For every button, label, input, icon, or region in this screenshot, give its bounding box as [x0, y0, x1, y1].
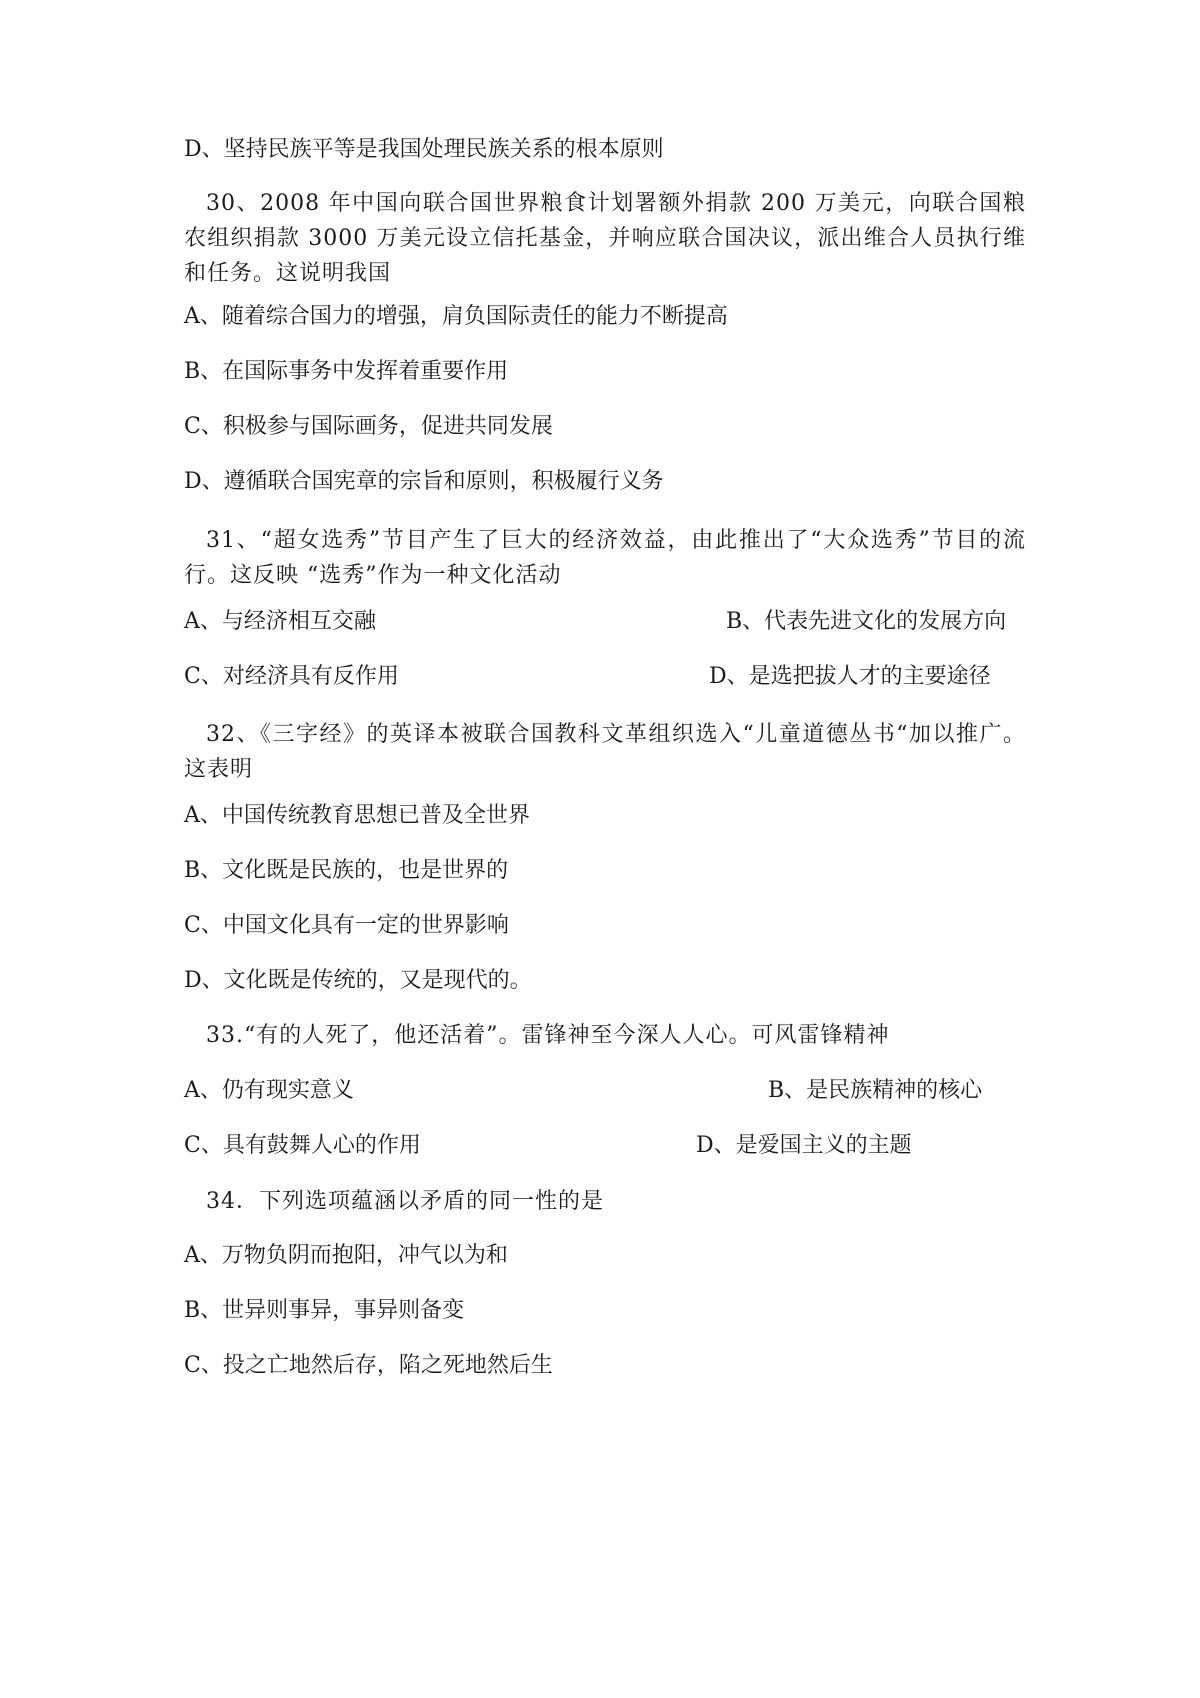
option-32-d: D、文化既是传统的，又是现代的。: [184, 968, 532, 993]
option-31-b: B、代表先进文化的发展方向: [726, 609, 1007, 634]
option-31-c: C、对经济具有反作用: [184, 664, 399, 689]
option-33-b: B、是民族精神的核心: [768, 1078, 983, 1103]
option-30-d: D、遵循联合国宪章的宗旨和原则，积极履行义务: [184, 469, 664, 494]
option-34-c: C、投之亡地然后存，陷之死地然后生: [184, 1353, 553, 1378]
option-30-a: A、随着综合国力的增强，肩负国际责任的能力不断提高: [184, 304, 728, 329]
option-31-d: D、是选把拔人才的主要途径: [709, 664, 991, 689]
question-33-stem: 33.“有的人死了，他还活着”。雷锋神至今深人人心。可风雷锋精神: [206, 1023, 890, 1048]
question-31-stem: 31、“超女选秀”节目产生了巨大的经济效益，由此推出了“大众选秀”节目的流行。这反映 “选秀”作为一种文化活动: [184, 528, 1026, 588]
option-33-d: D、是爱国主义的主题: [696, 1133, 912, 1158]
option-30-c: C、积极参与国际画务，促进共同发展: [184, 414, 553, 439]
option-32-a: A、中国传统教育思想已普及全世界: [184, 803, 530, 828]
option-34-a: A、万物负阴而抱阳，冲气以为和: [184, 1243, 508, 1268]
option-31-a: A、与经济相互交融: [184, 609, 376, 634]
option-33-a: A、仍有现实意义: [184, 1078, 354, 1103]
option-32-c: C、中国文化具有一定的世界影响: [184, 913, 509, 938]
option-29-d: D、坚持民族平等是我国处理民族关系的根本原则: [184, 137, 664, 162]
option-30-b: B、在国际事务中发挥着重要作用: [184, 359, 509, 384]
option-32-b: B、文化既是民族的，也是世界的: [184, 858, 509, 883]
question-32-stem: 32、《三字经》的英译本被联合国教科文革组织选入“儿童道德丛书“加以推广。这表明: [184, 722, 1026, 782]
question-34-stem: 34．下列选项蕴涵以矛盾的同一性的是: [206, 1189, 604, 1214]
question-30-stem: 30、2008 年中国向联合国世界粮食计划署额外捐款 200 万美元，向联合国粮农组织捐款 3000 万美元设立信托基金，并响应联合国决议，派出维合人员执行维和任务。这说明我国: [184, 191, 1026, 286]
option-34-b: B、世异则事异，事异则备变: [184, 1298, 465, 1323]
option-33-c: C、具有鼓舞人心的作用: [184, 1133, 421, 1158]
